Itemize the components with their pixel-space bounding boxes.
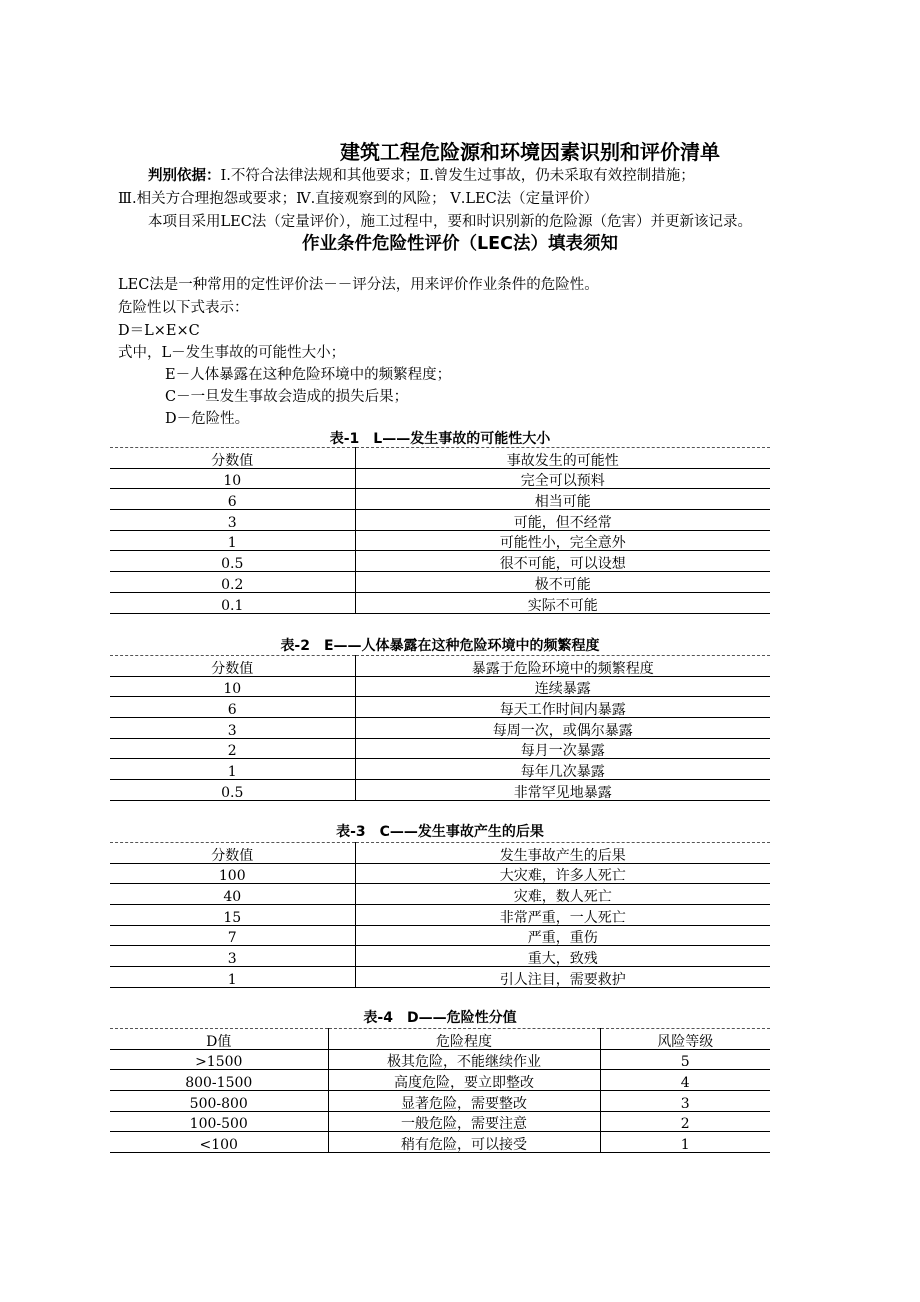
table-cell: 3 (110, 946, 355, 967)
table-row (110, 1049, 770, 1070)
table-cell: 实际不可能 (355, 592, 770, 613)
basis-line-1 (148, 164, 695, 185)
table-cell: 很不可能，可以设想 (355, 551, 770, 572)
table-cell: 1 (110, 759, 355, 780)
table-cell: 重大，致残 (355, 946, 770, 967)
column-header: 发生事故产生的后果 (355, 843, 770, 864)
table-cell: 100-500 (110, 1111, 328, 1132)
basis-criteria-1: Ⅰ.不符合法律法规和其他要求；Ⅱ.曾发生过事故，仍未采取有效控制措施； (220, 168, 695, 184)
table-cell: 每年几次暴露 (355, 759, 770, 780)
table-row (110, 1111, 770, 1132)
column-header: 分数值 (110, 843, 355, 864)
table-cell: 极其危险，不能继续作业 (328, 1049, 600, 1070)
intro-line: E－人体暴露在这种危险环境中的频繁程度； (165, 367, 452, 383)
table-row (110, 510, 770, 531)
intro-line: 危险性以下式表示： (118, 300, 249, 316)
table2-caption: 表-2 E——人体暴露在这种危险环境中的频繁程度 (280, 638, 600, 654)
table4-caption: 表-4 D——危险性分值 (363, 1010, 517, 1026)
basis-line-2: Ⅲ.相关方合理抱怨或要求；Ⅳ.直接观察到的风险； Ⅴ.LEC法（定量评价） (118, 191, 599, 207)
table-cell: 1 (110, 530, 355, 551)
table-row (110, 967, 770, 988)
table-cell: 100 (110, 863, 355, 884)
table-cell: 每周一次，或偶尔暴露 (355, 718, 770, 739)
table-cell: 0.2 (110, 572, 355, 593)
table-row (110, 884, 770, 905)
column-header: 事故发生的可能性 (355, 448, 770, 469)
table-cell: 0.5 (110, 551, 355, 572)
table1-caption: 表-1 L——发生事故的可能性大小 (329, 431, 551, 447)
table-row (110, 676, 770, 697)
table-cell: 显著危险，需要整改 (328, 1091, 600, 1112)
intro-line: 式中，L－发生事故的可能性大小； (118, 345, 346, 361)
table-cell: >1500 (110, 1049, 328, 1070)
table-cell: 一般危险，需要注意 (328, 1111, 600, 1132)
table-cell: 3 (110, 510, 355, 531)
table-cell: 1 (110, 967, 355, 988)
table-row (110, 468, 770, 489)
table-row (110, 718, 770, 739)
basis-note: 本项目采用LEC法（定量评价），施工过程中，要和时识别新的危险源（危害）并更新该记录。 (148, 214, 753, 230)
table-cell: 极不可能 (355, 572, 770, 593)
table-row (110, 905, 770, 926)
basis-label: 判别依据： (148, 168, 221, 184)
table-row (110, 759, 770, 780)
table-cell: 3 (110, 718, 355, 739)
table-cell: 大灾难，许多人死亡 (355, 863, 770, 884)
intro-line: LEC法是一种常用的定性评价法－－评分法，用来评价作业条件的危险性。 (118, 277, 599, 293)
table-row (110, 946, 770, 967)
table-cell: 非常严重，一人死亡 (355, 905, 770, 926)
table-cell: 800-1500 (110, 1070, 328, 1091)
table-header-row (110, 1029, 770, 1050)
table3 (110, 842, 770, 988)
table-row (110, 1091, 770, 1112)
table-cell: 15 (110, 905, 355, 926)
column-header: 风险等级 (600, 1029, 770, 1050)
column-header: D值 (110, 1029, 328, 1050)
table-cell: 5 (600, 1049, 770, 1070)
table1 (110, 447, 770, 614)
column-header: 暴露于危险环境中的频繁程度 (355, 656, 770, 677)
table2 (110, 655, 770, 801)
table-header-row (110, 843, 770, 864)
table-row (110, 697, 770, 718)
table-cell: 4 (600, 1070, 770, 1091)
formula: D＝L×E×C (118, 323, 200, 339)
table-cell: 6 (110, 697, 355, 718)
table-cell: 稍有危险，可以接受 (328, 1132, 600, 1153)
table-cell: 1 (600, 1132, 770, 1153)
table-cell: 完全可以预料 (355, 468, 770, 489)
column-header: 分数值 (110, 656, 355, 677)
column-header: 分数值 (110, 448, 355, 469)
table-cell: 0.1 (110, 592, 355, 613)
table-row (110, 1070, 770, 1091)
section-subtitle: 作业条件危险性评价（LEC法）填表须知 (302, 234, 618, 254)
table-cell: 2 (600, 1111, 770, 1132)
table-cell: 引人注目，需要救护 (355, 967, 770, 988)
table-cell: 可能性小，完全意外 (355, 530, 770, 551)
table-cell: <100 (110, 1132, 328, 1153)
table-cell: 10 (110, 676, 355, 697)
table-cell: 可能，但不经常 (355, 510, 770, 531)
table-row (110, 925, 770, 946)
table-row (110, 592, 770, 613)
table-cell: 10 (110, 468, 355, 489)
table-cell: 每天工作时间内暴露 (355, 697, 770, 718)
table-row (110, 551, 770, 572)
table3-caption: 表-3 C——发生事故产生的后果 (336, 824, 544, 840)
table-row (110, 1132, 770, 1153)
table-row (110, 489, 770, 510)
table-row (110, 530, 770, 551)
column-header: 危险程度 (328, 1029, 600, 1050)
table-cell: 40 (110, 884, 355, 905)
table-cell: 每月一次暴露 (355, 738, 770, 759)
table-cell: 相当可能 (355, 489, 770, 510)
table-cell: 严重，重伤 (355, 925, 770, 946)
intro-line: C－一旦发生事故会造成的损失后果； (165, 389, 409, 405)
table-row (110, 780, 770, 801)
table4 (110, 1028, 770, 1153)
table-row (110, 863, 770, 884)
table-cell: 高度危险，要立即整改 (328, 1070, 600, 1091)
table-cell: 0.5 (110, 780, 355, 801)
table-cell: 灾难，数人死亡 (355, 884, 770, 905)
page-title: 建筑工程危险源和环境因素识别和评价清单 (340, 140, 720, 164)
table-cell: 2 (110, 738, 355, 759)
table-header-row (110, 448, 770, 469)
table-cell: 连续暴露 (355, 676, 770, 697)
table-cell: 500-800 (110, 1091, 328, 1112)
table-cell: 7 (110, 925, 355, 946)
table-cell: 非常罕见地暴露 (355, 780, 770, 801)
table-row (110, 738, 770, 759)
table-header-row (110, 656, 770, 677)
intro-line: D－危险性。 (165, 411, 250, 427)
table-row (110, 572, 770, 593)
table-cell: 3 (600, 1091, 770, 1112)
table-cell: 6 (110, 489, 355, 510)
